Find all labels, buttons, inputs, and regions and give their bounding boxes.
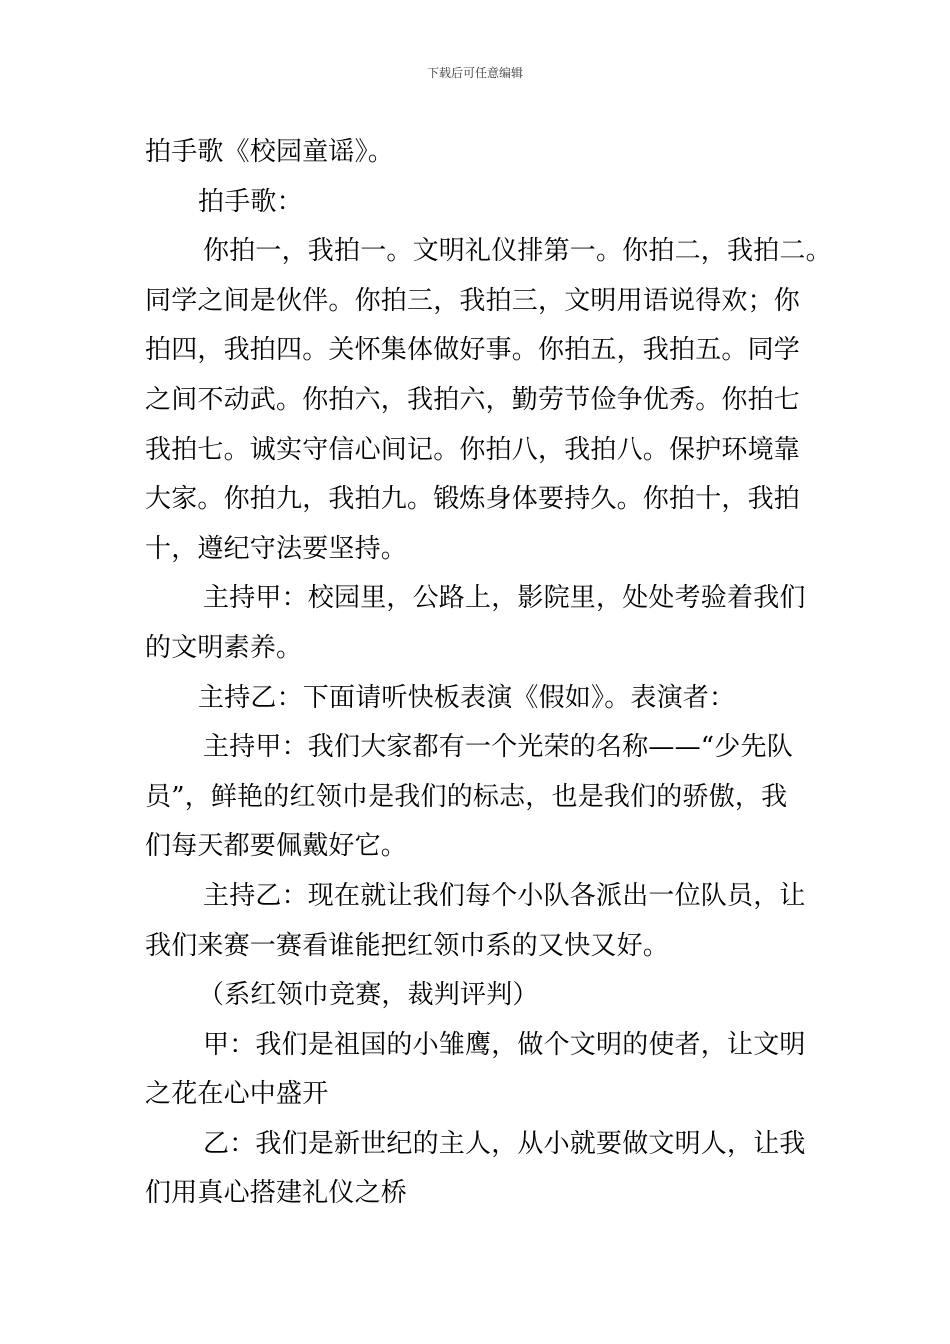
text-line: 十，遵纪守法要坚持。 (145, 533, 408, 564)
text-line: 员”，鲜艳的红领巾是我们的标志，也是我们的骄傲，我 (145, 781, 788, 812)
text-line: 们每天都要佩戴好它。 (145, 831, 408, 862)
page-header: 下载后可任意编辑 (426, 66, 523, 80)
text-line: 主持乙：下面请听快板表演《假如》。表演者： (198, 682, 736, 713)
text-line: 我们来赛一赛看谁能把红领巾系的又快又好。 (145, 930, 670, 961)
text-line: 我拍七。诚实守信心间记。你拍八，我拍八。保护环境靠 (145, 434, 801, 465)
text-line: 的文明素养。 (145, 632, 303, 663)
text-line: 你拍一，我拍一。文明礼仪排第一。你拍二，我拍二。 (203, 236, 832, 267)
text-line: （系红领巾竞赛，裁判评判） (198, 980, 539, 1011)
text-line: 们用真心搭建礼仪之桥 (145, 1178, 408, 1209)
document-body (145, 128, 832, 1219)
text-line: 大家。你拍九，我拍九。锻炼身体要持久。你拍十，我拍 (145, 484, 801, 515)
text-line: 同学之间是伙伴。你拍三，我拍三，文明用语说得欢；你 (145, 285, 801, 316)
text-line: 之间不动武。你拍六，我拍六，勤劳节俭争优秀。你拍七 (145, 384, 801, 415)
text-line: 拍手歌《校园童谣》。 (145, 137, 395, 167)
text-line: 甲：我们是祖国的小雏鹰，做个文明的使者，让文明 (203, 1029, 806, 1060)
text-line: 拍四，我拍四。关怀集体做好事。你拍五，我拍五。同学 (145, 335, 801, 366)
text-line: 主持甲：我们大家都有一个光荣的名称——“少先队 (203, 732, 793, 763)
text-line: 拍手歌： (198, 186, 303, 217)
text-line: 之花在心中盛开 (145, 1079, 329, 1110)
text-line: 主持甲：校园里，公路上，影院里，处处考验着我们 (203, 583, 806, 614)
text-line: 主持乙：现在就让我们每个小队各派出一位队员，让 (203, 880, 806, 911)
text-line: 乙：我们是新世纪的主人，从小就要做文明人，让我 (203, 1128, 806, 1159)
